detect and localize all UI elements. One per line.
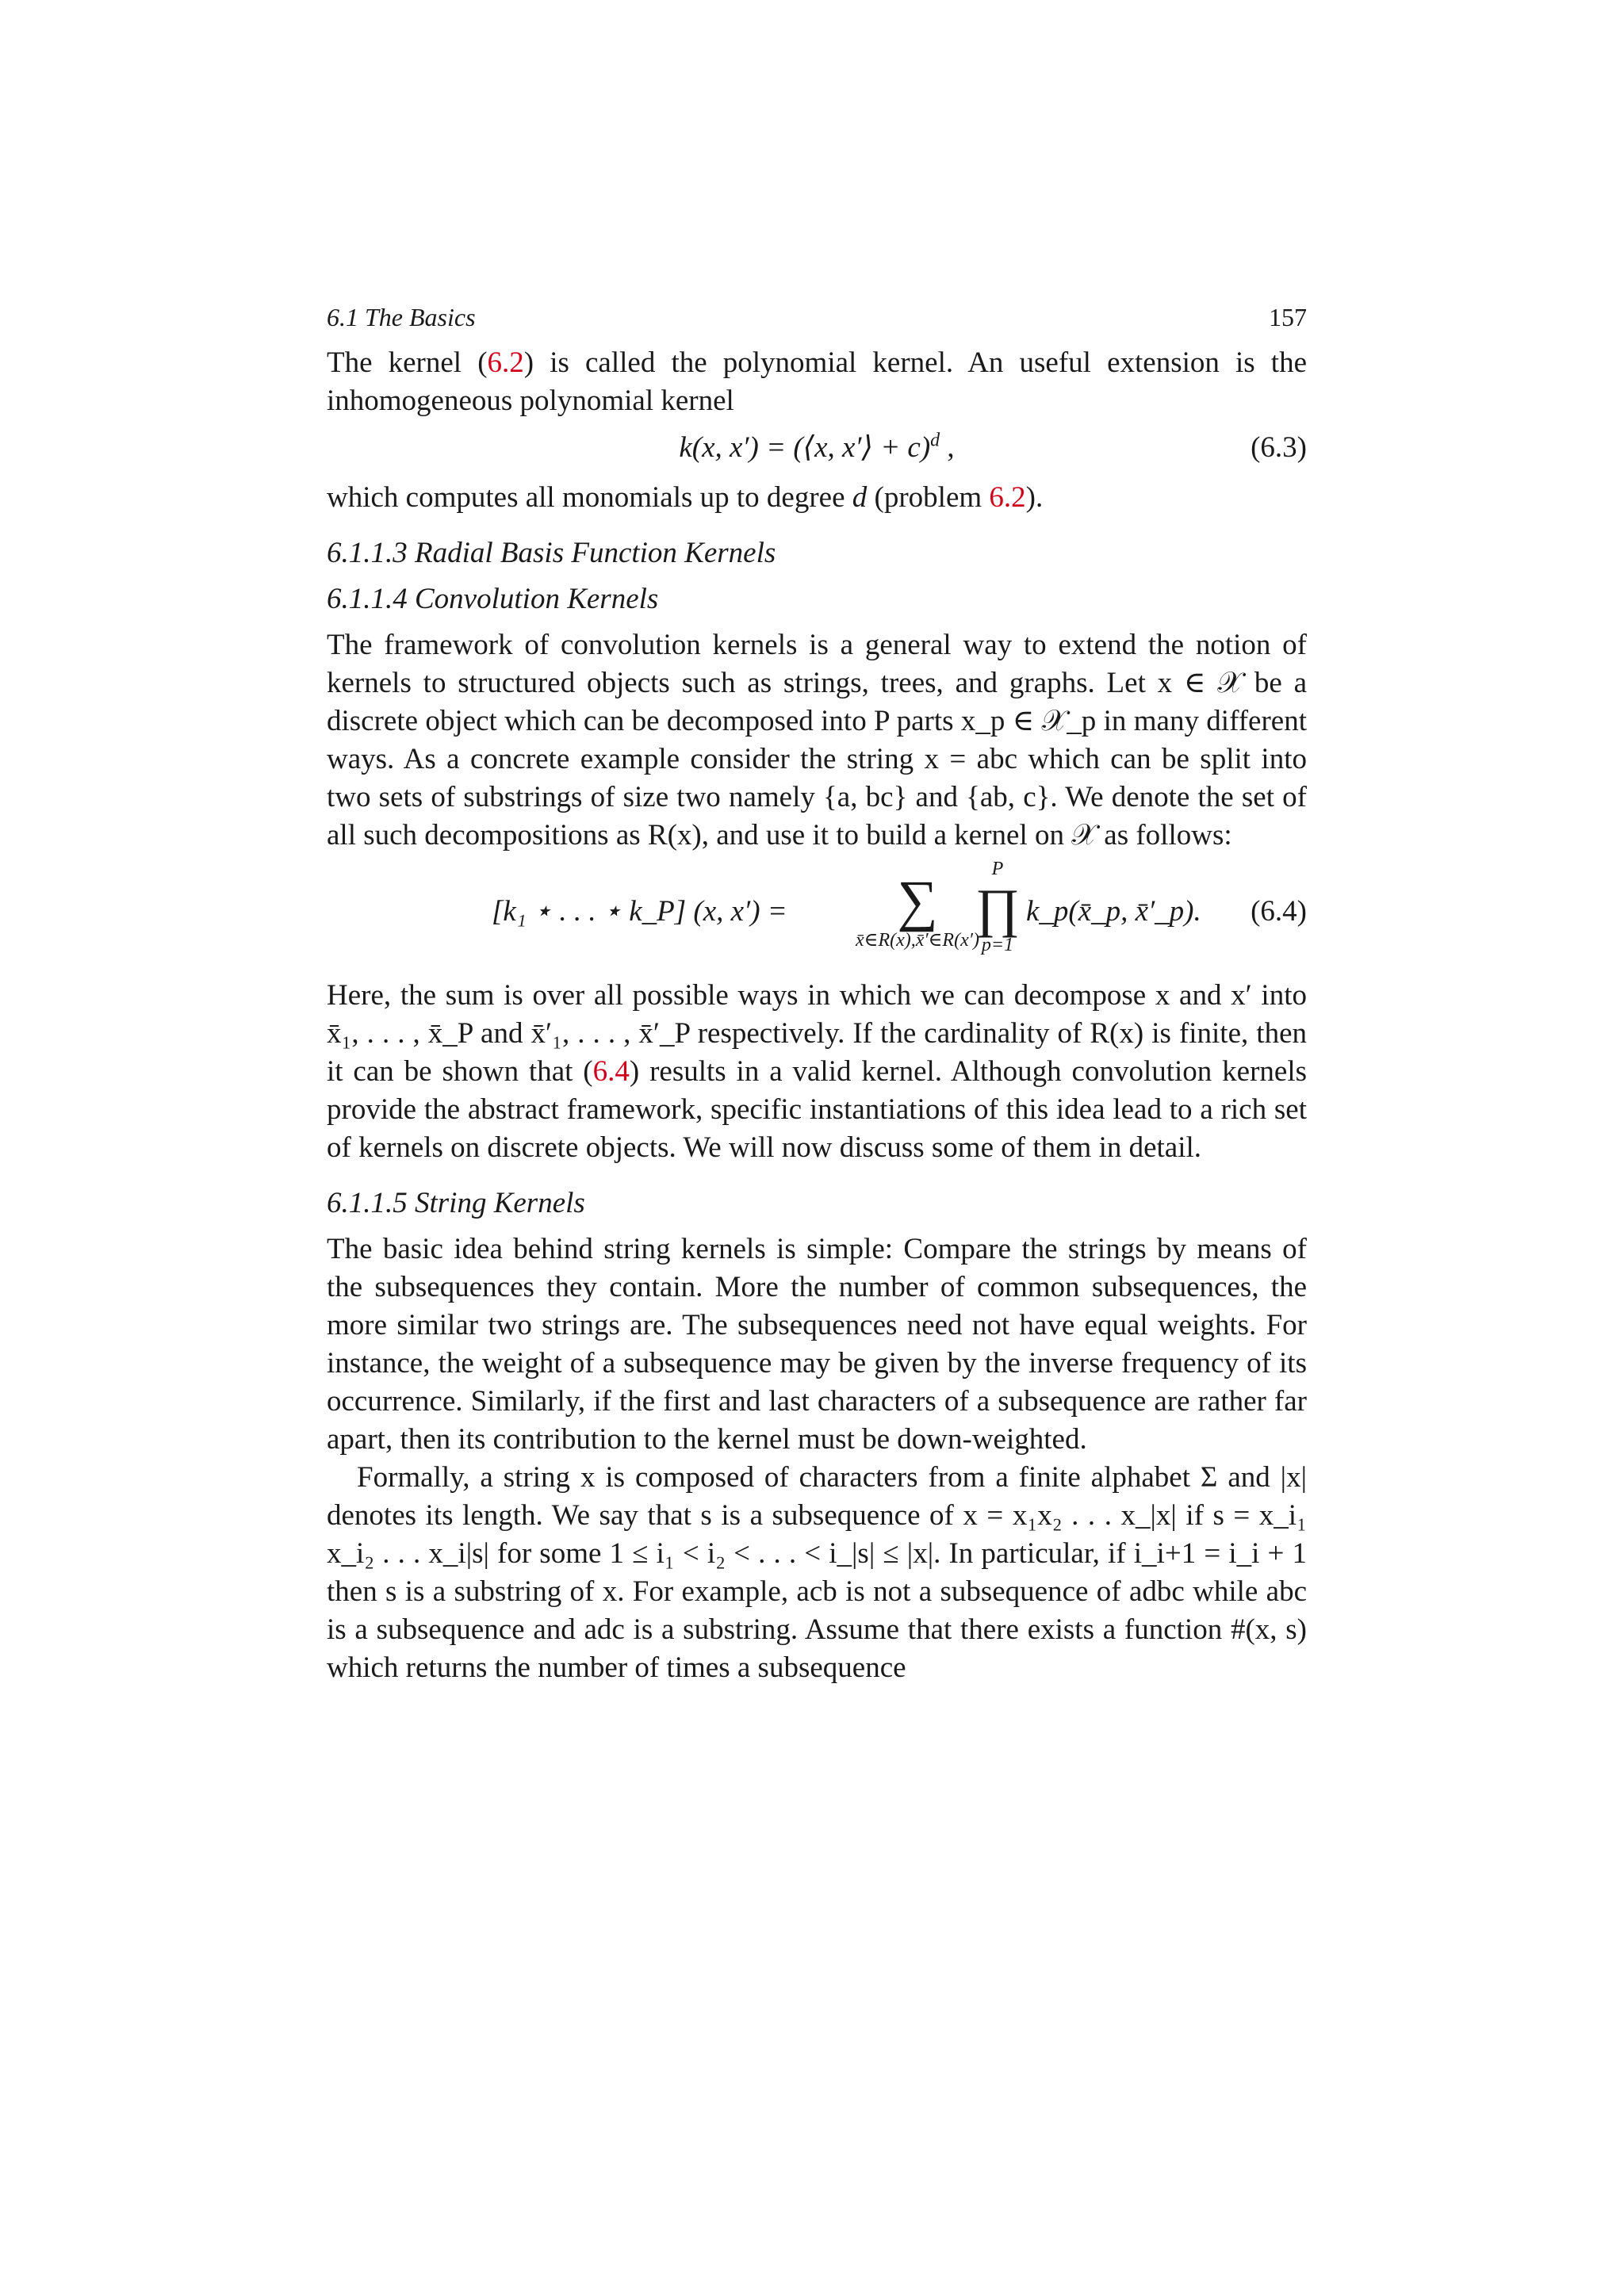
running-head [327,301,1307,333]
text: ) is called the polynomial kernel. An useful extension is the inhomogeneous polynomial kernel [327,346,1307,417]
paragraph-monomials: which computes all monomials up to degree d (problem 6.2). [327,481,1044,514]
paragraph-string-kernels-idea: The basic idea behind string kernels is simple: Compare the strings by means of the subsequences they contain. More the number of common subsequences, the more similar two strings are. The subsequences need not have equal weights. For instance, the weight of a subsequence may be given by the inverse frequency of its occurrence. Similarly, if the first and last characters of a subsequence are rather far apart, then its contribution to the kernel must be down-weighted. [327,1233,1307,1456]
paragraph-decomposition: Here, the sum is over all possible ways in which we can decompose x and x′ into x̄₁, . . . , x̄_P and x̄′₁, . . . , x̄′_P respectively. If the cardinality of R(x) is finite, then it can be shown that (6.4) results in a valid kernel. Although convolution kernels provide the abstract framework, specific instantiations of this idea lead to a rich set of kernels on discrete objects. We will now discuss some of them in detail. [327,979,1308,1164]
equation-body: k(x, x′) = (⟨x, x′⟩ + c)$^d$ , [679,430,955,464]
text: The kernel ( [327,346,488,379]
subsection-heading-string-kernels: 6.1.1.5 String Kernels [327,1187,585,1219]
paragraph-convolution-kernels: The framework of convolution kernels is a general way to extend the notion of kernels to structured objects such as strings, trees, and graphs. Let x ∈ 𝒳 be a discrete object which can be decomposed into P parts x_p ∈ 𝒳_p in many different ways. As a concrete example consider the string x = abc which can be split into two sets of substrings of size two namely {a, bc} and {ab, c}. We denote the set of all such decompositions as R(x), and use it to build a kernel on 𝒳 as follows: [327,629,1307,851]
equation-rhs: k_p(x̄_p, x̄′_p). [1026,895,1201,928]
paragraph-polynomial-kernel [327,344,1307,420]
page-content [327,301,1307,1687]
equation-lhs: [k₁ ⋆ . . . ⋆ k_P] (x, x′) = [492,895,787,928]
equation-number: (6.3) [1251,431,1307,464]
equation-reference-link[interactable]: 6.4 [592,1055,630,1088]
summation-symbol: ∑ x̄∈R(x),x̄′∈R(x′) [856,869,979,951]
problem-reference-link[interactable]: 6.2 [989,481,1026,514]
subsection-heading-rbf: 6.1.1.3 Radial Basis Function Kernels [327,537,776,569]
page-number: 157 [1269,303,1307,331]
equation-6-3 [327,425,1307,471]
equation-number: (6.4) [1251,895,1307,928]
product-symbol: P ∏ p=1 [975,859,1020,955]
equation-6-4 [327,858,1307,967]
running-head-title: 6.1 The Basics [327,303,476,331]
subsection-heading-convolution: 6.1.1.4 Convolution Kernels [327,583,659,615]
paragraph-string-kernels-formal: Formally, a string x is composed of characters from a finite alphabet Σ and |x| denotes its length. We say that s is a subsequence of x = x₁x₂ . . . x_|x| if s = x_i₁ x_i₂ . . . x_i|s| for some 1 ≤ i₁ < i₂ < . . . < i_|s| ≤ |x|. In particular, if i_i+1 = i_i + 1 then s is a substring of x. For example, acb is not a subsequence of adbc while abc is a subsequence and adc is a substring. Assume that there exists a function #(x, s) which returns the number of times a subsequence [327,1461,1307,1684]
equation-reference-link[interactable]: 6.2 [487,346,524,379]
